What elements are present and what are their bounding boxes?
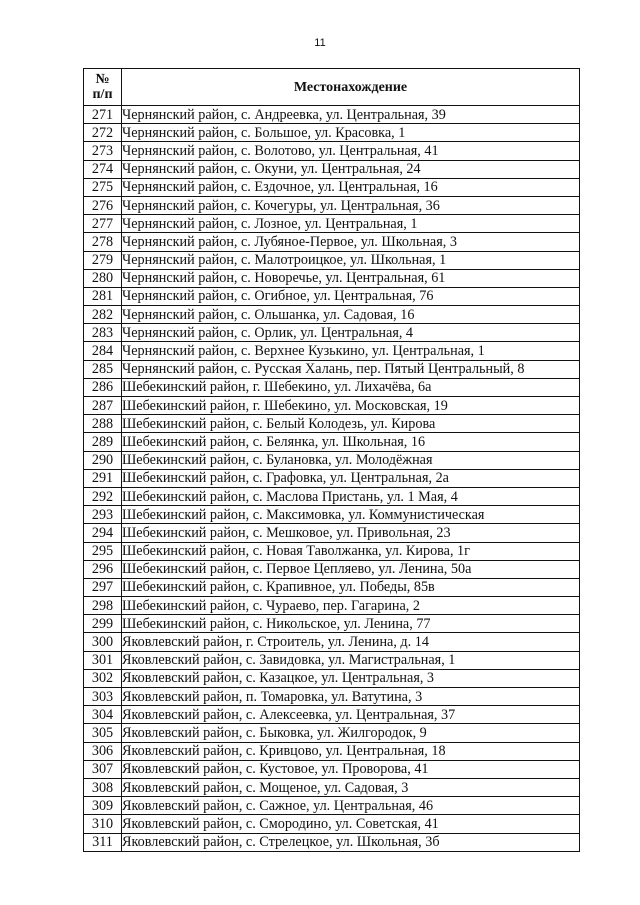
row-number: 299 (84, 615, 122, 633)
row-number: 309 (84, 797, 122, 815)
table-row (84, 487, 580, 505)
row-location: Шебекинский район, с. Маслова Пристань, ул. 1 Мая, 4 (122, 487, 580, 505)
row-number: 292 (84, 487, 122, 505)
row-location: Шебекинский район, г. Шебекино, ул. Лихачёва, 6а (122, 378, 580, 396)
row-number: 279 (84, 251, 122, 269)
table-row (84, 815, 580, 833)
row-location: Чернянский район, с. Лозное, ул. Центральная, 1 (122, 215, 580, 233)
row-location: Шебекинский район, с. Булановка, ул. Молодёжная (122, 451, 580, 469)
row-number: 308 (84, 778, 122, 796)
row-location: Чернянский район, с. Окуни, ул. Центральная, 24 (122, 160, 580, 178)
table-row (84, 633, 580, 651)
row-location: Шебекинский район, с. Графовка, ул. Центральная, 2а (122, 469, 580, 487)
table-row (84, 142, 580, 160)
table-row (84, 597, 580, 615)
row-location: Яковлевский район, с. Смородино, ул. Советская, 41 (122, 815, 580, 833)
table-row (84, 469, 580, 487)
table-row (84, 287, 580, 305)
row-number: 293 (84, 506, 122, 524)
table-row (84, 669, 580, 687)
row-number: 274 (84, 160, 122, 178)
row-location: Шебекинский район, с. Никольское, ул. Ленина, 77 (122, 615, 580, 633)
row-number: 302 (84, 669, 122, 687)
row-location: Яковлевский район, с. Завидовка, ул. Магистральная, 1 (122, 651, 580, 669)
table-row (84, 196, 580, 214)
table-row (84, 415, 580, 433)
table-row (84, 578, 580, 596)
row-location: Яковлевский район, г. Строитель, ул. Ленина, д. 14 (122, 633, 580, 651)
table-row (84, 542, 580, 560)
row-location: Шебекинский район, с. Белый Колодезь, ул. Кирова (122, 415, 580, 433)
row-number: 289 (84, 433, 122, 451)
row-number: 295 (84, 542, 122, 560)
row-number: 301 (84, 651, 122, 669)
table-row (84, 251, 580, 269)
row-number: 272 (84, 124, 122, 142)
row-number: 304 (84, 706, 122, 724)
table-row (84, 833, 580, 851)
table-row (84, 124, 580, 142)
row-number: 280 (84, 269, 122, 287)
row-location: Яковлевский район, с. Сажное, ул. Центральная, 46 (122, 797, 580, 815)
row-location: Яковлевский район, с. Стрелецкое, ул. Школьная, 3б (122, 833, 580, 851)
row-location: Шебекинский район, с. Первое Цепляево, ул. Ленина, 50а (122, 560, 580, 578)
row-number: 271 (84, 106, 122, 124)
table-row (84, 360, 580, 378)
row-number: 296 (84, 560, 122, 578)
table-row (84, 560, 580, 578)
table-row (84, 160, 580, 178)
row-location: Чернянский район, с. Русская Халань, пер. Пятый Центральный, 8 (122, 360, 580, 378)
table-row (84, 742, 580, 760)
table-row (84, 524, 580, 542)
column-header-location: Местонахождение (122, 69, 580, 106)
table-header-row (84, 69, 580, 106)
row-number: 306 (84, 742, 122, 760)
row-number: 305 (84, 724, 122, 742)
row-location: Чернянский район, с. Андреевка, ул. Центральная, 39 (122, 106, 580, 124)
table-row (84, 106, 580, 124)
row-location: Чернянский район, с. Большое, ул. Красовка, 1 (122, 124, 580, 142)
row-location: Чернянский район, с. Верхнее Кузькино, ул. Центральная, 1 (122, 342, 580, 360)
table-row (84, 378, 580, 396)
table-row (84, 233, 580, 251)
row-location: Чернянский район, с. Лубяное-Первое, ул. Школьная, 3 (122, 233, 580, 251)
row-number: 294 (84, 524, 122, 542)
table-row (84, 306, 580, 324)
page-number: 11 (314, 37, 326, 49)
table-row (84, 215, 580, 233)
table-row (84, 760, 580, 778)
row-location: Шебекинский район, с. Мешковое, ул. Привольная, 23 (122, 524, 580, 542)
table-row (84, 615, 580, 633)
row-location: Яковлевский район, с. Казацкое, ул. Центральная, 3 (122, 669, 580, 687)
row-number: 285 (84, 360, 122, 378)
row-number: 273 (84, 142, 122, 160)
row-location: Яковлевский район, с. Быковка, ул. Жилгородок, 9 (122, 724, 580, 742)
row-number: 290 (84, 451, 122, 469)
row-number: 278 (84, 233, 122, 251)
table-row (84, 324, 580, 342)
row-location: Шебекинский район, с. Крапивное, ул. Победы, 85в (122, 578, 580, 596)
row-location: Яковлевский район, с. Кривцово, ул. Центральная, 18 (122, 742, 580, 760)
row-number: 288 (84, 415, 122, 433)
row-number: 298 (84, 597, 122, 615)
table-row (84, 706, 580, 724)
row-number: 311 (84, 833, 122, 851)
row-location: Чернянский район, с. Ездочное, ул. Центральная, 16 (122, 178, 580, 196)
row-number: 303 (84, 688, 122, 706)
table-row (84, 688, 580, 706)
row-location: Чернянский район, с. Малотроицкое, ул. Школьная, 1 (122, 251, 580, 269)
row-number: 287 (84, 397, 122, 415)
table-body (84, 106, 580, 852)
row-location: Шебекинский район, г. Шебекино, ул. Московская, 19 (122, 397, 580, 415)
row-location: Яковлевский район, п. Томаровка, ул. Ватутина, 3 (122, 688, 580, 706)
row-location: Яковлевский район, с. Кустовое, ул. Проворова, 41 (122, 760, 580, 778)
row-number: 281 (84, 287, 122, 305)
table-row (84, 178, 580, 196)
row-number: 297 (84, 578, 122, 596)
row-location: Чернянский район, с. Кочегуры, ул. Центральная, 36 (122, 196, 580, 214)
table-row (84, 797, 580, 815)
row-location: Чернянский район, с. Волотово, ул. Центральная, 41 (122, 142, 580, 160)
row-number: 276 (84, 196, 122, 214)
row-number: 307 (84, 760, 122, 778)
locations-table (83, 68, 580, 852)
row-location: Чернянский район, с. Ольшанка, ул. Садовая, 16 (122, 306, 580, 324)
table-row (84, 451, 580, 469)
table-row (84, 651, 580, 669)
row-location: Шебекинский район, с. Максимовка, ул. Коммунистическая (122, 506, 580, 524)
row-number: 310 (84, 815, 122, 833)
row-number: 283 (84, 324, 122, 342)
row-location: Яковлевский район, с. Мощеное, ул. Садовая, 3 (122, 778, 580, 796)
row-location: Чернянский район, с. Новоречье, ул. Центральная, 61 (122, 269, 580, 287)
row-location: Чернянский район, с. Огибное, ул. Центральная, 76 (122, 287, 580, 305)
table-row (84, 269, 580, 287)
table-row (84, 724, 580, 742)
row-number: 282 (84, 306, 122, 324)
row-number: 284 (84, 342, 122, 360)
row-location: Яковлевский район, с. Алексеевка, ул. Центральная, 37 (122, 706, 580, 724)
table-row (84, 778, 580, 796)
row-number: 291 (84, 469, 122, 487)
row-location: Чернянский район, с. Орлик, ул. Центральная, 4 (122, 324, 580, 342)
row-location: Шебекинский район, с. Чураево, пер. Гагарина, 2 (122, 597, 580, 615)
row-location: Шебекинский район, с. Белянка, ул. Школьная, 16 (122, 433, 580, 451)
row-number: 277 (84, 215, 122, 233)
table-row (84, 342, 580, 360)
table-row (84, 433, 580, 451)
table-row (84, 397, 580, 415)
row-number: 286 (84, 378, 122, 396)
column-header-number: № п/п (84, 69, 122, 106)
row-location: Шебекинский район, с. Новая Таволжанка, ул. Кирова, 1г (122, 542, 580, 560)
row-number: 275 (84, 178, 122, 196)
table-row (84, 506, 580, 524)
row-number: 300 (84, 633, 122, 651)
